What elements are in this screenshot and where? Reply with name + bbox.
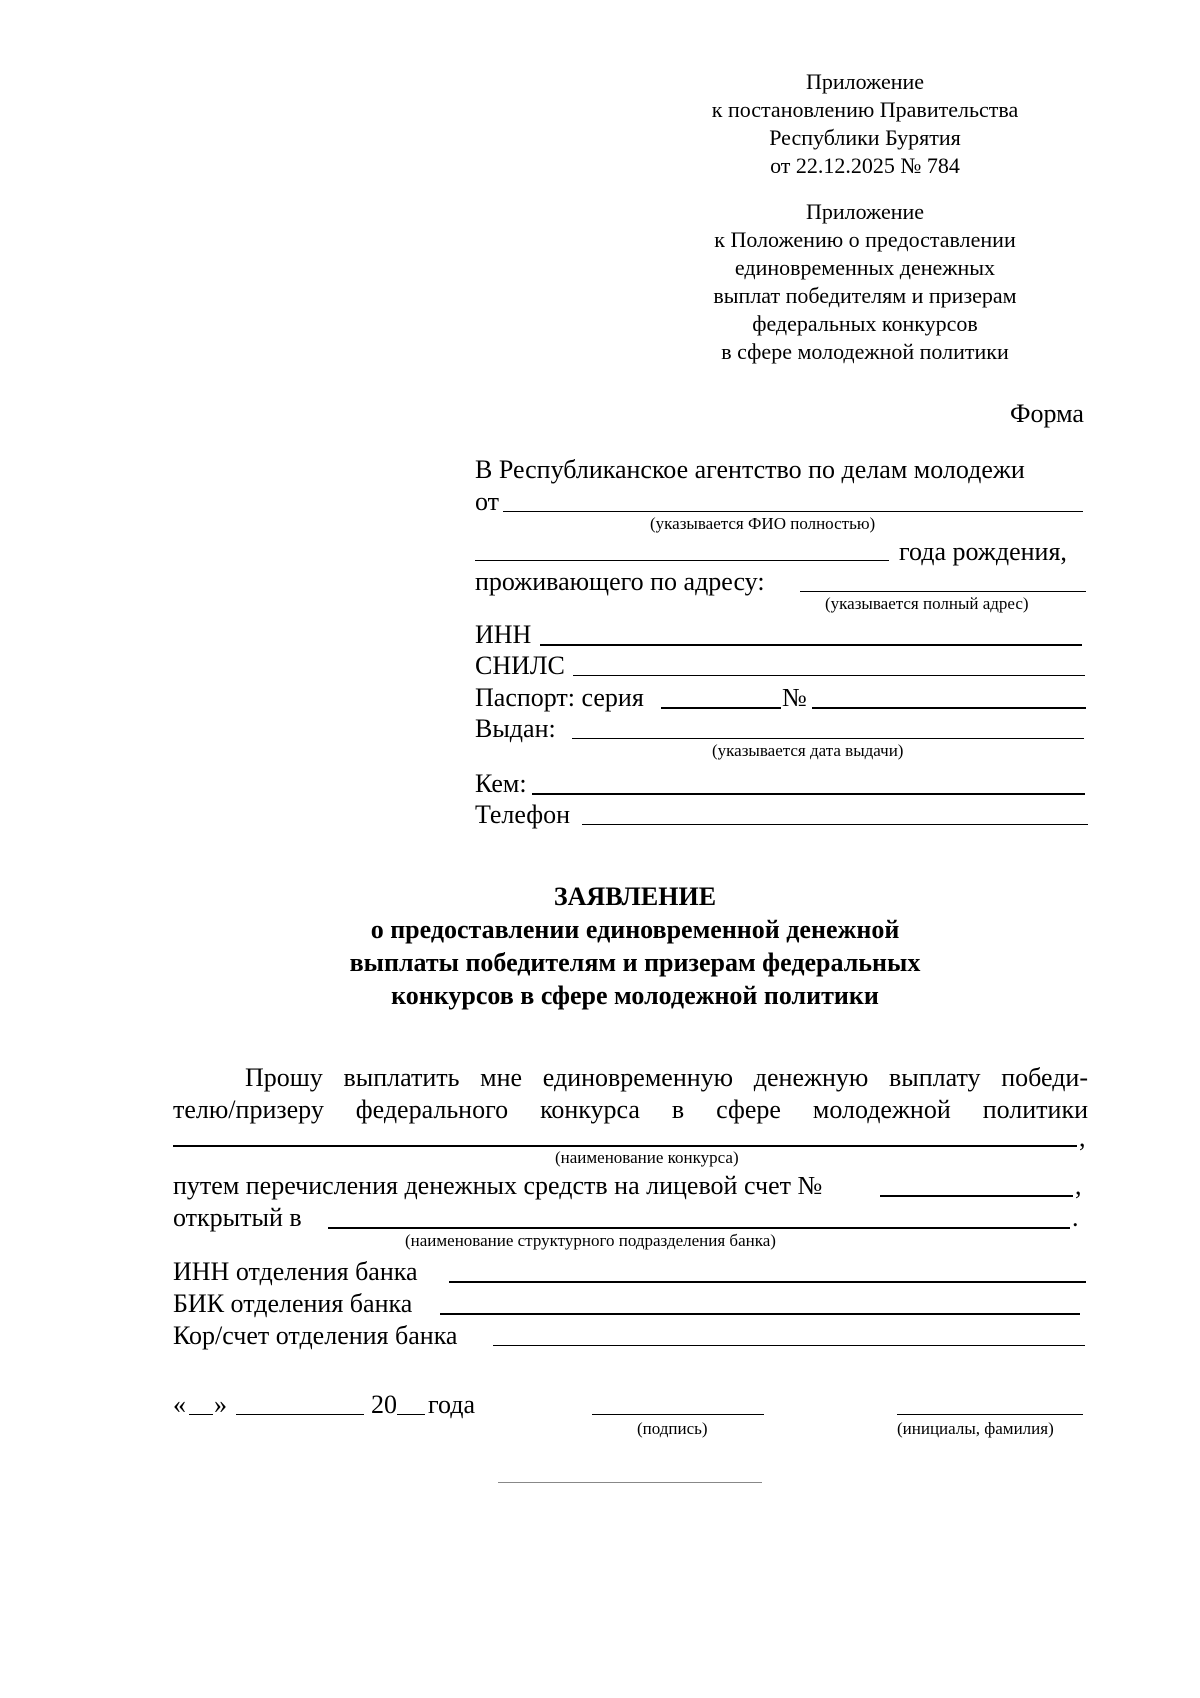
address-field-line[interactable] (800, 591, 1086, 592)
appendix-line: к постановлению Правительства (711, 97, 1019, 122)
request-paragraph-line1: Прошу выплатить мне единовременную денежную выплату победи- (245, 1063, 1088, 1092)
issued-label: Выдан: (475, 714, 556, 743)
appendix-regulation-block (700, 198, 1030, 366)
footer-divider (498, 1482, 762, 1483)
passport-series-label: Паспорт: серия (475, 683, 644, 712)
account-comma: , (1075, 1171, 1082, 1200)
bank-branch-field-line[interactable] (328, 1227, 1070, 1229)
passport-series-field-line[interactable] (661, 707, 781, 709)
title-line: конкурсов в сфере молодежной политики (391, 981, 879, 1010)
from-label: от (475, 487, 500, 516)
issued-date-field-line[interactable] (572, 738, 1084, 739)
date-day-field-line[interactable] (189, 1414, 213, 1415)
bank-bik-field-line[interactable] (440, 1313, 1080, 1315)
opened-in-label: открытый в (173, 1203, 302, 1232)
signature-field-line[interactable] (592, 1414, 764, 1415)
bank-period: . (1072, 1203, 1079, 1232)
bank-inn-label: ИНН отделения банка (173, 1257, 418, 1286)
inn-label: ИНН (475, 620, 532, 649)
bank-corr-field-line[interactable] (493, 1345, 1085, 1346)
bank-bik-label: БИК отделения банка (173, 1289, 413, 1318)
title-line: выплаты победителям и призерам федеральных (349, 948, 921, 977)
date-year-suffix: года (428, 1390, 476, 1419)
date-year-field-line[interactable] (397, 1414, 425, 1415)
passport-number-label: № (782, 683, 807, 712)
appendix-line: к Положению о предоставлении (714, 227, 1016, 252)
appendix-line: Приложение (805, 199, 925, 224)
contest-hint: (наименование конкурса) (555, 1148, 739, 1167)
fio-field-line[interactable] (503, 511, 1083, 512)
request-paragraph-line2: телю/призеру федерального конкурса в сфере молодежной политики (173, 1095, 1088, 1124)
contest-comma: , (1079, 1123, 1086, 1152)
date-month-field-line[interactable] (236, 1414, 364, 1415)
name-hint: (инициалы, фамилия) (897, 1419, 1054, 1438)
bank-corr-label: Кор/счет отделения банка (173, 1321, 458, 1350)
address-hint: (указывается полный адрес) (825, 594, 1029, 613)
title-heading: ЗАЯВЛЕНИЕ (553, 882, 717, 911)
appendix-line: выплат победителям и призерам (713, 283, 1017, 308)
date-close-quote: » (214, 1390, 227, 1419)
form-label: Форма (1010, 399, 1084, 428)
inn-field-line[interactable] (540, 644, 1082, 646)
residence-label: проживающего по адресу: (475, 567, 765, 596)
birth-year-label: года рождения, (899, 537, 1067, 566)
phone-field-line[interactable] (582, 824, 1088, 825)
signature-hint: (подпись) (637, 1419, 708, 1438)
bank-branch-hint: (наименование структурного подразделения банка) (405, 1231, 776, 1250)
birth-year-field-line[interactable] (475, 560, 889, 561)
account-number-field-line[interactable] (880, 1195, 1073, 1197)
snils-field-line[interactable] (573, 675, 1085, 676)
snils-label: СНИЛС (475, 651, 565, 680)
name-field-line[interactable] (897, 1414, 1083, 1415)
date-open-quote: « (173, 1390, 186, 1419)
transfer-label: путем перечисления денежных средств на лицевой счет № (173, 1171, 823, 1200)
appendix-line: Республики Бурятия (769, 125, 961, 150)
fio-hint: (указывается ФИО полностью) (650, 514, 876, 533)
appendix-line: в сфере молодежной политики (721, 339, 1009, 364)
title-line: о предоставлении единовременной денежной (370, 915, 900, 944)
appendix-line: единовременных денежных (734, 255, 996, 280)
appendix-line: федеральных конкурсов (752, 311, 978, 336)
issued-by-label: Кем: (475, 769, 527, 798)
issued-hint: (указывается дата выдачи) (712, 741, 904, 760)
issued-by-field-line[interactable] (532, 793, 1085, 795)
date-year-prefix: 20 (371, 1390, 397, 1419)
appendix-decree-block (700, 68, 1030, 180)
contest-name-field-line[interactable] (173, 1145, 1077, 1147)
document-title (200, 880, 1070, 1012)
bank-inn-field-line[interactable] (449, 1281, 1086, 1283)
addressee-agency: В Республиканское агентство по делам молодежи (475, 455, 1025, 484)
passport-number-field-line[interactable] (812, 707, 1086, 709)
appendix-line: от 22.12.2025 № 784 (770, 153, 960, 178)
phone-label: Телефон (475, 800, 571, 829)
appendix-line: Приложение (805, 69, 925, 94)
